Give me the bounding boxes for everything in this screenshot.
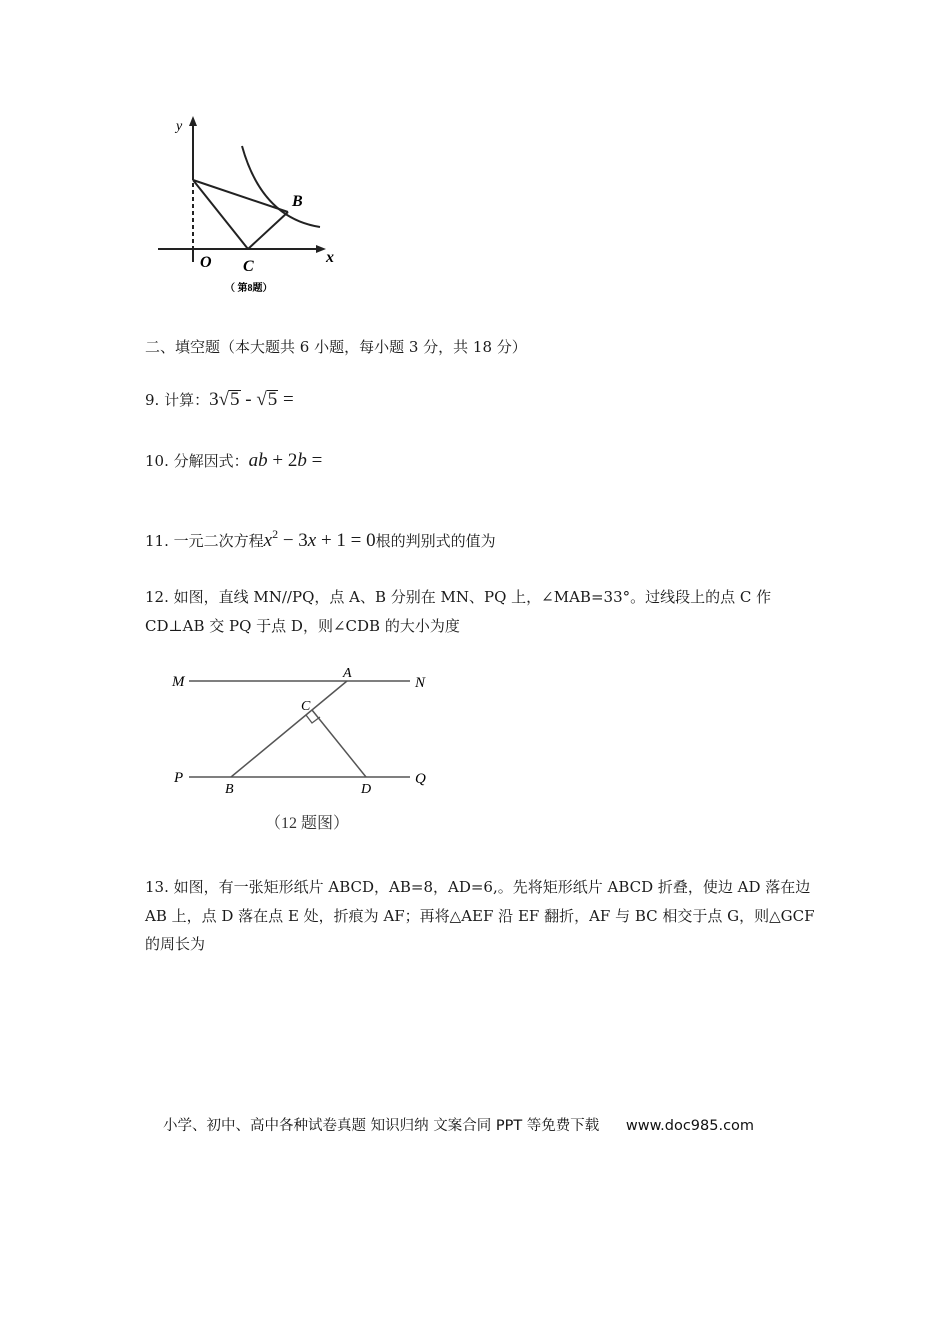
question-11-prefix: 11. 一元二次方程	[145, 532, 264, 550]
question-13-line-3: 的周长为	[145, 935, 206, 953]
question-9-prefix: 9. 计算：	[145, 391, 210, 409]
question-10-expression	[249, 450, 323, 471]
var-x-2: x	[307, 530, 317, 551]
figure-question-8	[150, 110, 350, 300]
question-13-line-1: 13. 如图，有一张矩形纸片 ABCD，AB=8，AD=6,。先将矩形纸片 ABCD 折叠，使边 AD 落在边	[145, 878, 811, 896]
question-10-prefix: 10. 分解因式：	[145, 452, 249, 470]
question-12-line-1: 12. 如图，直线 MN//PQ，点 A、B 分别在 MN、PQ 上，∠MAB=33°。过线段上的点 C 作	[145, 588, 772, 606]
var-a: a	[248, 450, 259, 471]
question-11	[145, 520, 496, 555]
label-p: P	[174, 770, 184, 786]
label-c: C	[243, 258, 254, 275]
figure-8-caption: （ 第8题）	[225, 283, 273, 294]
segment-cd	[312, 710, 366, 777]
label-b: B	[225, 782, 234, 797]
segment-cb	[248, 212, 288, 249]
var-b: b	[258, 450, 268, 471]
label-q: Q	[415, 771, 426, 787]
label-o: O	[200, 254, 212, 271]
minus-three: − 3	[278, 530, 308, 551]
footer-url[interactable]: www.doc985.com	[625, 1118, 755, 1134]
figure-12-caption: （12 题图）	[265, 815, 350, 832]
minus-sign: -	[240, 389, 257, 410]
label-m: M	[172, 674, 185, 690]
coef: 3	[209, 389, 219, 410]
equals: =	[306, 450, 323, 471]
question-11-suffix: 根的判别式的值为	[375, 532, 496, 550]
segment-to-c	[193, 180, 248, 249]
footer	[163, 1114, 754, 1135]
footer-text: 小学、初中、高中各种试卷真题 知识归纳 文案合同 PPT 等免费下载	[163, 1118, 600, 1134]
radicand-1: 5	[230, 389, 240, 410]
sqrt-2: √5	[256, 389, 278, 410]
sqrt-1: √5	[218, 389, 240, 410]
figure-question-12	[165, 660, 445, 840]
exponent: 2	[272, 527, 279, 541]
question-9	[145, 386, 294, 414]
var-b-2: b	[297, 450, 307, 471]
y-axis-arrow	[189, 116, 197, 126]
label-y: y	[176, 119, 183, 134]
question-10	[145, 447, 322, 475]
question-9-expression	[209, 389, 294, 410]
label-c: C	[301, 699, 311, 714]
label-d: D	[361, 782, 372, 797]
plus-two: + 2	[267, 450, 298, 471]
radicand-2: 5	[267, 389, 278, 410]
segment-ab	[231, 681, 347, 777]
label-n: N	[415, 675, 426, 691]
hyperbola-curve	[242, 146, 320, 227]
question-12-line-2: CD⊥AB 交 PQ 于点 D，则∠CDB 的大小为度	[145, 617, 460, 635]
label-b: B	[292, 193, 303, 210]
question-11-equation	[263, 527, 376, 551]
section-heading: 二、填空题（本大题共 6 小题，每小题 3 分，共 18 分）	[145, 338, 527, 356]
equals: =	[278, 389, 294, 410]
var-x: x	[263, 530, 273, 551]
plus-one-equals-zero: + 1 = 0	[316, 530, 376, 551]
segment-to-b	[193, 180, 288, 212]
question-13-line-2: AB 上，点 D 落在点 E 处，折痕为 AF；再将△AEF 沿 EF 翻折，AF 与 BC 相交于点 G，则△GCF	[145, 907, 815, 925]
label-x: x	[326, 249, 334, 266]
x-axis-arrow	[316, 245, 326, 253]
label-a: A	[343, 666, 352, 681]
